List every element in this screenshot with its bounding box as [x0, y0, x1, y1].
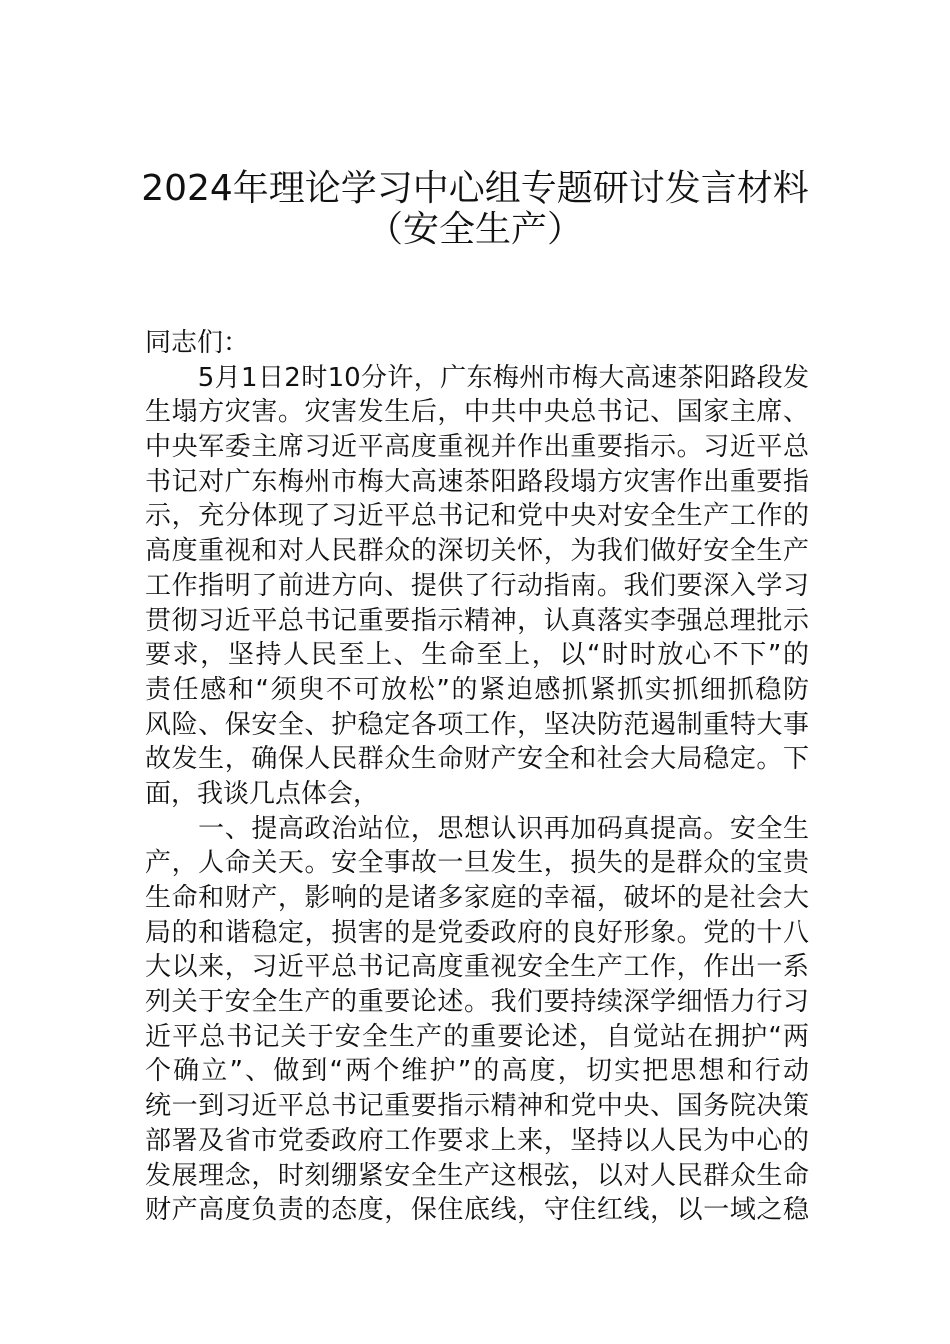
body-line: 风险、保安全、护稳定各项工作，坚决防范遏制重特大事	[145, 709, 809, 740]
document-body	[145, 326, 809, 1228]
document-title: 2024年理论学习中心组专题研讨发言材料	[141, 168, 809, 209]
body-line: 统一到习近平总书记重要指示精神和党中央、国务院决策	[145, 1091, 809, 1122]
body-line: 一、提高政治站位，思想认识再加码真提高。安全生	[145, 813, 809, 844]
document-subtitle: （安全生产）	[366, 209, 583, 250]
body-line: 责任感和“须臾不可放松”的紧迫感抓紧抓实抓细抓稳防	[145, 674, 809, 705]
body-line: 工作指明了前进方向、提供了行动指南。我们要深入学习	[145, 570, 809, 601]
body-line: 示，充分体现了习近平总书记和党中央对安全生产工作的	[145, 501, 809, 532]
body-line: 5月1日2时10分许，广东梅州市梅大高速茶阳路段发	[145, 362, 809, 393]
body-line: 生命和财产，影响的是诸多家庭的幸福，破坏的是社会大	[145, 883, 809, 913]
body-line: 产，人命关天。安全事故一旦发生，损失的是群众的宝贵	[145, 848, 809, 879]
body-line: 列关于安全生产的重要论述。我们要持续深学细悟力行习	[145, 987, 809, 1018]
body-line: 中央军委主席习近平高度重视并作出重要指示。习近平总	[145, 432, 809, 463]
body-line: 要求，坚持人民至上、生命至上，以“时时放心不下”的	[145, 640, 809, 671]
body-line: 高度重视和对人民群众的深切关怀，为我们做好安全生产	[145, 536, 809, 567]
body-line: 财产高度负责的态度，保住底线，守住红线，以一域之稳	[145, 1195, 809, 1226]
body-line: 大以来，习近平总书记高度重视安全生产工作，作出一系	[145, 952, 809, 983]
body-line: 部署及省市党委政府工作要求上来，坚持以人民为中心的	[145, 1125, 809, 1156]
salutation: 同志们：	[145, 328, 250, 358]
body-line: 故发生，确保人民群众生命财产安全和社会大局稳定。下	[145, 744, 809, 775]
body-line: 发展理念，时刻绷紧安全生产这根弦，以对人民群众生命	[145, 1160, 809, 1191]
body-line: 个确立”、做到“两个维护”的高度，切实把思想和行动	[145, 1056, 809, 1087]
body-line: 面，我谈几点体会，	[145, 778, 380, 809]
body-line: 生塌方灾害。灾害发生后，中共中央总书记、国家主席、	[145, 397, 809, 428]
body-line: 贯彻习近平总书记重要指示精神，认真落实李强总理批示	[145, 605, 809, 636]
body-line: 近平总书记关于安全生产的重要论述，自觉站在拥护“两	[145, 1021, 809, 1052]
body-line: 局的和谐稳定，损害的是党委政府的良好形象。党的十八	[145, 917, 809, 948]
body-line: 书记对广东梅州市梅大高速茶阳路段塌方灾害作出重要指	[145, 466, 809, 497]
